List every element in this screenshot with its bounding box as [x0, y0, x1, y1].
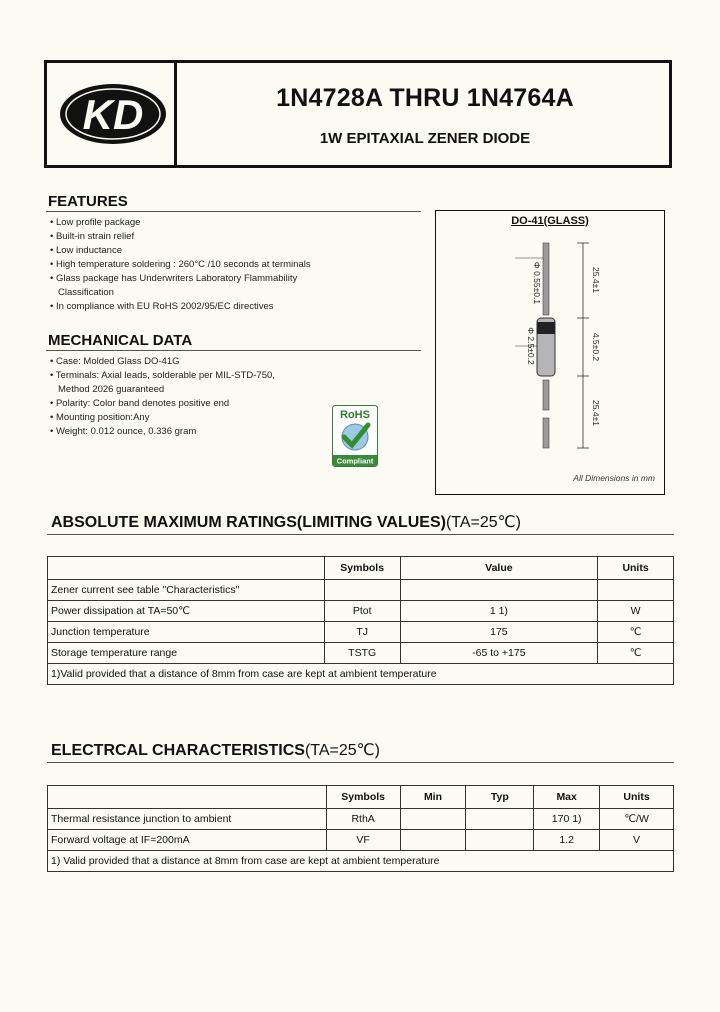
package-note: All Dimensions in mm	[573, 473, 655, 483]
table-row	[48, 809, 674, 830]
elec-table	[47, 785, 674, 872]
table-cell	[466, 809, 534, 830]
abs-max-table	[47, 556, 674, 685]
list-item: • Polarity: Color band denotes positive end	[50, 398, 230, 409]
page-title: 1N4728A THRU 1N4764A	[276, 84, 574, 112]
header-divider	[174, 60, 177, 168]
list-item: • Glass package has Underwriters Laboratory Flammability	[50, 273, 298, 284]
table-cell	[598, 580, 674, 601]
abs-max-title	[51, 512, 521, 532]
list-item: • High temperature soldering : 260°C /10 seconds at terminals	[50, 259, 311, 270]
table-header-cell: Max	[534, 786, 600, 809]
list-item: Method 2026 guaranteed	[58, 384, 165, 395]
table-cell: TSTG	[324, 643, 400, 664]
table-cell: ℃	[598, 622, 674, 643]
table-cell: TJ	[324, 622, 400, 643]
table-header-cell	[48, 557, 325, 580]
table-cell: 175	[400, 622, 598, 643]
mechanical-list	[50, 355, 275, 439]
table-header-cell: Units	[598, 557, 674, 580]
features-list	[50, 216, 311, 314]
table-cell	[400, 580, 598, 601]
table-header-cell: Value	[400, 557, 598, 580]
table-cell	[400, 809, 466, 830]
table-header-row	[48, 786, 674, 809]
package-title: DO-41(GLASS)	[511, 215, 589, 227]
table-header-row	[48, 557, 674, 580]
table-cell	[466, 830, 534, 851]
table-cell: Junction temperature	[48, 622, 325, 643]
table-row	[48, 851, 674, 872]
table-header-cell: Symbols	[324, 557, 400, 580]
table-cell: V	[600, 830, 674, 851]
list-item: • Built-in strain relief	[50, 231, 135, 242]
abs-max-title-text: ABSOLUTE MAXIMUM RATINGS(LIMITING VALUES)	[51, 514, 446, 531]
abs-max-title-suffix: (TA=25℃)	[445, 514, 521, 531]
list-item: • Mounting position:Any	[50, 412, 150, 423]
table-cell: VF	[326, 830, 400, 851]
mechanical-rule	[46, 350, 421, 351]
table-cell	[324, 580, 400, 601]
abs-max-rule	[47, 534, 674, 535]
logo-text: KD	[82, 91, 144, 138]
table-row	[48, 643, 674, 664]
diode-drawing	[495, 238, 605, 460]
table-note: 1)Valid provided that a distance of 8mm from case are kept at ambient temperature	[48, 664, 674, 685]
elec-rule	[47, 762, 674, 763]
table-cell: Zener current see table "Characteristics"	[48, 580, 325, 601]
table-cell: -65 to +175	[400, 643, 598, 664]
list-item: • In compliance with EU RoHS 2002/95/EC directives	[50, 301, 274, 312]
elec-title-text: ELECTRCAL CHARACTERISTICS	[51, 742, 305, 759]
table-cell: ℃	[598, 643, 674, 664]
mechanical-title: MECHANICAL DATA	[48, 332, 193, 349]
table-header-cell: Min	[400, 786, 466, 809]
table-header-cell	[48, 786, 327, 809]
table-row	[48, 580, 674, 601]
table-header-cell: Symbols	[326, 786, 400, 809]
rohs-badge-icon	[332, 405, 378, 467]
table-cell: ℃/W	[600, 809, 674, 830]
table-cell: Thermal resistance junction to ambient	[48, 809, 327, 830]
list-item: Classification	[58, 287, 114, 298]
table-header-cell: Units	[600, 786, 674, 809]
rohs-text: RoHS	[340, 409, 370, 421]
table-cell: Storage temperature range	[48, 643, 325, 664]
table-row	[48, 830, 674, 851]
features-rule	[46, 211, 421, 212]
dim-body-diameter: Φ 2.5±0.2	[526, 327, 536, 365]
table-cell: W	[598, 601, 674, 622]
table-cell: 170 1)	[534, 809, 600, 830]
table-cell	[400, 830, 466, 851]
kd-logo-icon	[58, 82, 168, 146]
features-title: FEATURES	[48, 193, 128, 210]
table-cell: Forward voltage at IF=200mA	[48, 830, 327, 851]
dim-lead-diameter: Φ 0.55±0.1	[532, 261, 542, 305]
list-item: • Case: Molded Glass DO-41G	[50, 356, 180, 367]
dim-top-lead-length: 25.4±1	[591, 267, 601, 293]
table-row	[48, 601, 674, 622]
dim-body-length: 4.5±0.2	[591, 332, 601, 362]
table-row	[48, 622, 674, 643]
table-header-cell: Typ	[466, 786, 534, 809]
elec-title-suffix: (TA=25℃)	[304, 742, 380, 759]
list-item: • Low inductance	[50, 245, 122, 256]
page-subtitle: 1W EPITAXIAL ZENER DIODE	[319, 130, 531, 147]
list-item: • Terminals: Axial leads, solderable per MIL-STD-750,	[50, 370, 275, 381]
table-note: 1) Valid provided that a distance at 8mm from case are kept at ambient temperature	[48, 851, 674, 872]
table-cell: 1 1)	[400, 601, 598, 622]
table-row	[48, 664, 674, 685]
list-item: • Low profile package	[50, 217, 141, 228]
table-cell: RthA	[326, 809, 400, 830]
table-cell: Ptot	[324, 601, 400, 622]
table-cell: Power dissipation at TA=50℃	[48, 601, 325, 622]
dim-bottom-lead-length: 25.4±1	[591, 400, 601, 426]
list-item: • Weight: 0.012 ounce, 0.336 gram	[50, 426, 197, 437]
elec-title	[51, 740, 380, 760]
rohs-compliant-text: Compliant	[336, 456, 374, 466]
table-cell: 1.2	[534, 830, 600, 851]
